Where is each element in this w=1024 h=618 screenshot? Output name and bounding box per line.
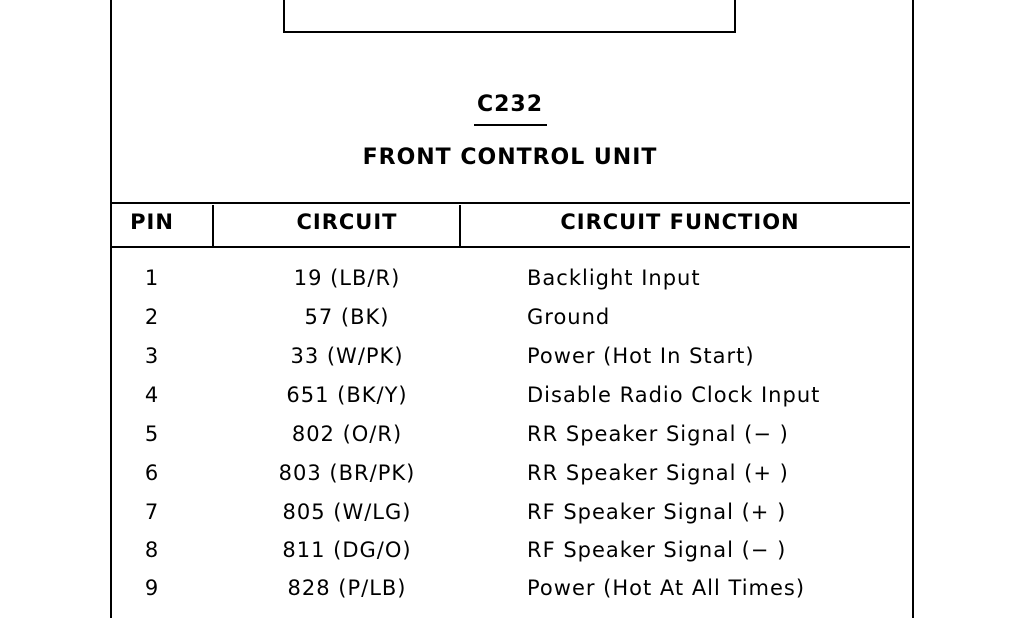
table-row [0,422,1024,461]
table-row [0,538,1024,577]
pin-number: 3 [144,344,160,368]
circuit-code: 33 (W/PK) [290,344,404,368]
connector-name: FRONT CONTROL UNIT [362,145,658,170]
pin-number: 2 [144,305,160,329]
connector-id: C232 [476,92,544,117]
circuit-function: RF Speaker Signal (− ) [527,538,787,562]
header-bottom-rule [110,246,910,248]
header-pin: PIN [130,210,174,234]
circuit-function: Ground [527,305,611,329]
pin-number: 5 [144,422,160,446]
pin-number: 9 [144,576,160,600]
table-row [0,461,1024,500]
circuit-code: 805 (W/LG) [282,500,412,524]
circuit-function: Backlight Input [527,266,701,290]
table-row [0,344,1024,383]
connector-id-underline [474,124,547,126]
circuit-function: RF Speaker Signal (+ ) [527,500,787,524]
pin-number: 4 [144,383,160,407]
pin-number: 8 [144,538,160,562]
table-row [0,305,1024,344]
circuit-code: 828 (P/LB) [287,576,407,600]
table-row [0,383,1024,422]
circuit-code: 811 (DG/O) [282,538,412,562]
circuit-code: 802 (O/R) [291,422,403,446]
pin-number: 6 [144,461,160,485]
header-circuit: CIRCUIT [296,210,398,234]
pin-number: 1 [144,266,160,290]
circuit-code: 57 (BK) [304,305,390,329]
pin-number: 7 [144,500,160,524]
circuit-function: RR Speaker Signal (+ ) [527,461,789,485]
circuit-function: Disable Radio Clock Input [527,383,821,407]
table-row [0,266,1024,305]
circuit-code: 651 (BK/Y) [286,383,408,407]
circuit-code: 19 (LB/R) [293,266,401,290]
circuit-function: Power (Hot At All Times) [527,576,806,600]
column-divider [212,205,214,248]
table-row [0,500,1024,539]
table-row [0,576,1024,615]
circuit-function: RR Speaker Signal (− ) [527,422,789,446]
circuit-function: Power (Hot In Start) [527,344,755,368]
circuit-code: 803 (BR/PK) [278,461,416,485]
connector-face [283,0,736,33]
table-top-rule [110,202,910,204]
header-circuit-function: CIRCUIT FUNCTION [560,210,800,234]
